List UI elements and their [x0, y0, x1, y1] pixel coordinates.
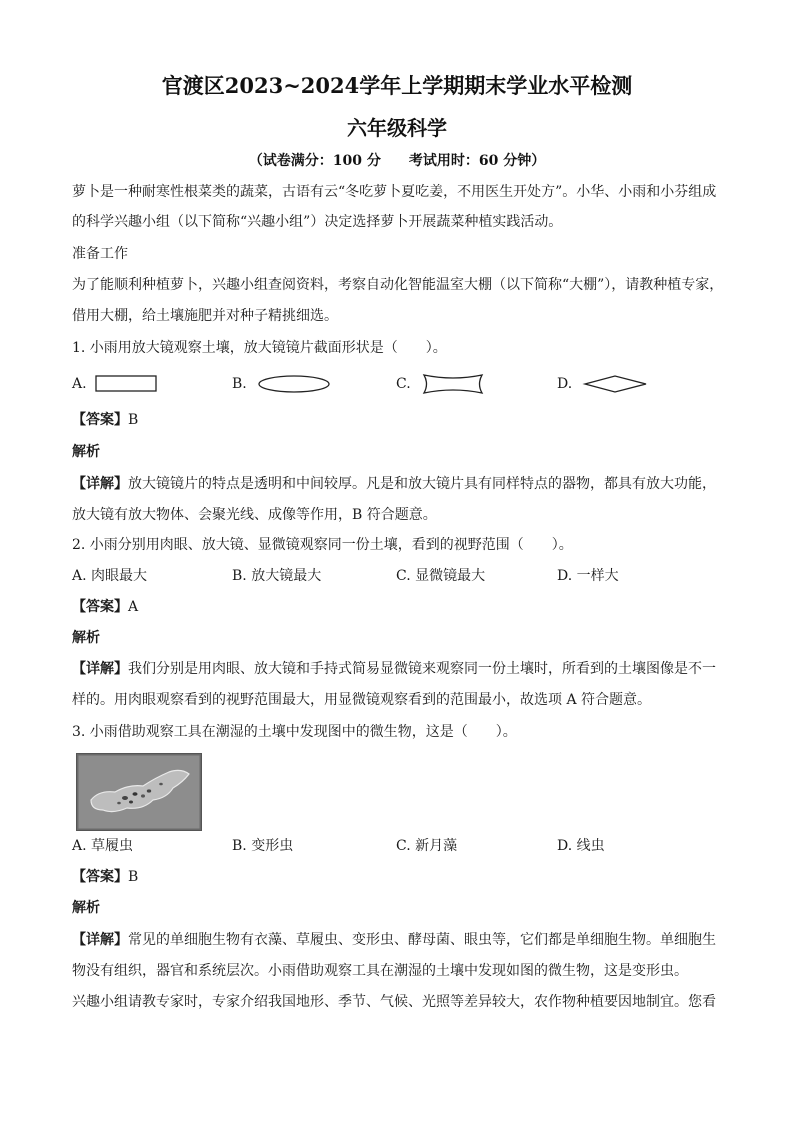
detail-text: 常见的单细胞生物有衣藻、草履虫、变形虫、酵母菌、眼虫等，它们都是单细胞生物。单细胞生 [128, 932, 716, 948]
q3-option-c: C. 新月藻 [396, 838, 458, 854]
q3-detail-1 [72, 930, 732, 950]
q2-option-d: D. 一样大 [557, 568, 619, 584]
q1-option-b-label: B. [232, 376, 247, 392]
q2-option-b: B. 放大镜最大 [232, 568, 322, 584]
detail-label: 【详解】 [72, 476, 128, 492]
intro-line-2: 的科学兴趣小组（以下简称“兴趣小组”）决定选择萝卜开展蔬菜种植实践活动。 [72, 214, 563, 230]
answer-value: B [128, 412, 139, 428]
flat-rectangle-lens-icon [94, 374, 158, 394]
detail-text: 我们分别是用肉眼、放大镜和手持式简易显微镜来观察同一份土壤时，所看到的土壤图像是不一 [128, 661, 716, 677]
q3-analysis-label: 解析 [72, 900, 100, 916]
section-heading: 准备工作 [72, 246, 128, 262]
detail-label: 【详解】 [72, 661, 128, 677]
q1-answer [72, 410, 732, 430]
closing-text: 兴趣小组请教专家时，专家介绍我国地形、季节、气候、光照等差异较大，农作物种植要因地制宜。您看 [72, 994, 716, 1010]
concave-lens-icon [420, 372, 486, 396]
detail-text: 放大镜镜片的特点是透明和中间较厚。凡是和放大镜片具有同样特点的器物，都具有放大功能， [128, 476, 716, 492]
q1-option-a-label: A. [72, 376, 87, 392]
answer-value: B [128, 869, 139, 885]
q1-stem: 1. 小雨用放大镜观察土壤，放大镜镜片截面形状是（ ）。 [72, 340, 447, 356]
q3-option-b: B. 变形虫 [232, 838, 294, 854]
q2-analysis-label: 解析 [72, 630, 100, 646]
q2-stem: 2. 小雨分别用肉眼、放大镜、显微镜观察同一份土壤，看到的视野范围（ ）。 [72, 537, 573, 553]
q3-detail-2: 物没有组织，器官和系统层次。小雨借助观察工具在潮湿的土壤中发现如图的微生物，这是变形虫。 [72, 963, 688, 979]
q1-option-c-label: C. [396, 376, 411, 392]
section-text-1: 为了能顺利种植萝卜，兴趣小组查阅资料，考察自动化智能温室大棚（以下简称“大棚”），请教种植专家， [72, 277, 724, 293]
q3-answer [72, 867, 732, 887]
q1-detail-2: 放大镜有放大物体、会聚光线、成像等作用，B 符合题意。 [72, 507, 437, 523]
q1-analysis-label: 解析 [72, 444, 100, 460]
q3-option-a: A. 草履虫 [72, 838, 134, 854]
page-title: 官渡区2023~2024学年上学期期末学业水平检测 [161, 73, 633, 98]
convex-lens-icon [256, 373, 334, 395]
q2-detail-1 [72, 659, 732, 679]
section-text-2: 借用大棚，给土壤施肥并对种子精挑细选。 [72, 308, 338, 324]
exam-info: （试卷满分：100 分 考试用时：60 分钟） [248, 153, 546, 169]
answer-label: 【答案】 [72, 869, 128, 885]
q3-option-d: D. 线虫 [557, 838, 605, 854]
detail-label: 【详解】 [72, 932, 128, 948]
q2-detail-2: 样的。用肉眼观察看到的视野范围最大，用显微镜观察看到的范围最小，故选项 A 符合题意。 [72, 692, 652, 708]
q2-option-a: A. 肉眼最大 [72, 568, 148, 584]
amoeba-image [77, 754, 201, 830]
answer-label: 【答案】 [72, 599, 128, 615]
answer-value: A [128, 599, 139, 615]
page-subtitle: 六年级科学 [347, 116, 447, 140]
q3-stem: 3. 小雨借助观察工具在潮湿的土壤中发现图中的微生物，这是（ ）。 [72, 724, 517, 740]
intro-line-1: 萝卜是一种耐寒性根菜类的蔬菜，古语有云“冬吃萝卜夏吃姜，不用医生开处方”。小华、小雨和小芬组成 [72, 184, 717, 200]
amoeba-micrograph [76, 753, 202, 831]
q1-option-d-label: D. [557, 376, 573, 392]
q2-answer [72, 597, 732, 617]
diamond-lens-icon [582, 373, 650, 395]
answer-label: 【答案】 [72, 412, 128, 428]
q2-option-c: C. 显微镜最大 [396, 568, 486, 584]
q1-detail-1 [72, 474, 732, 494]
